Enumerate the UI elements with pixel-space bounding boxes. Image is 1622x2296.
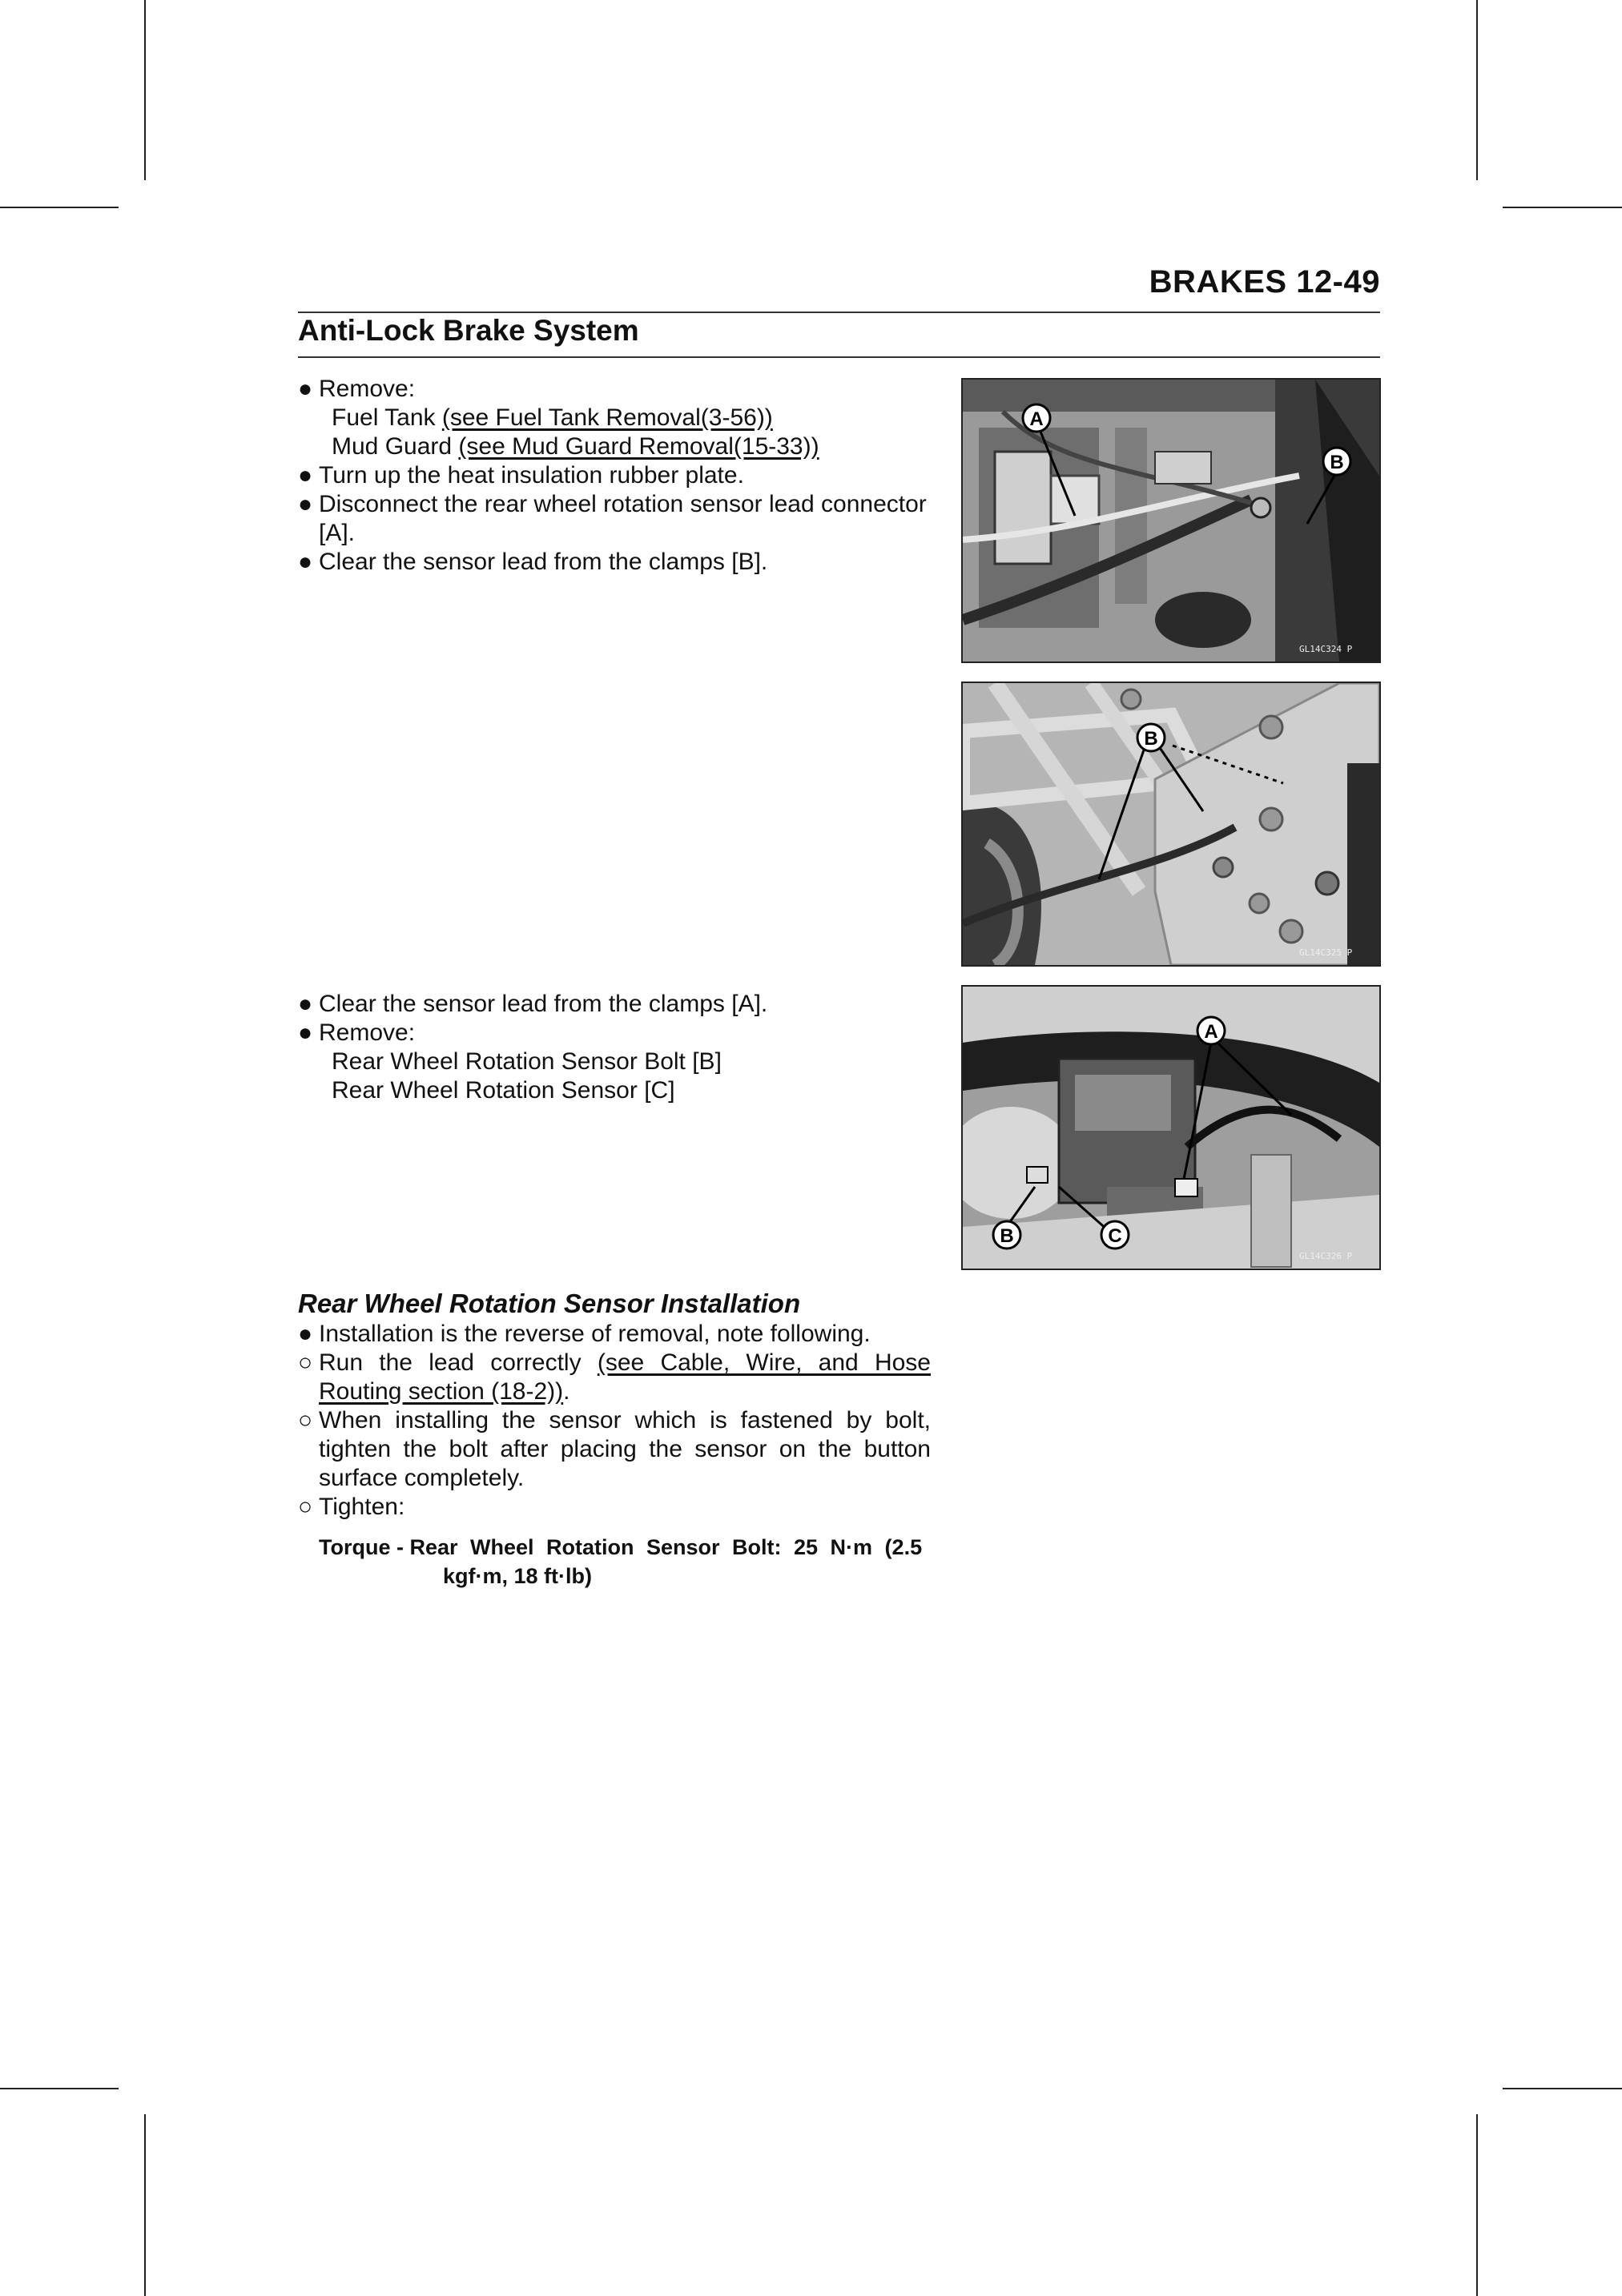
callout-b-label: B [1000, 1225, 1014, 1247]
note-tighten [298, 1493, 931, 1522]
step-text: Clear the sensor lead from the clamps [B]. [319, 549, 768, 575]
bullet-icon: ● [298, 462, 313, 489]
remove-item-mud-guard [298, 432, 931, 461]
callout-a-label: A [1204, 1021, 1218, 1043]
clamps-photo-illustration [963, 683, 1379, 965]
crop-mark [144, 2114, 146, 2296]
remove-item-fuel-tank [298, 404, 931, 432]
header-rule [298, 312, 1380, 313]
remove-item-sensor-bolt: Rear Wheel Rotation Sensor Bolt [B] [332, 1048, 722, 1075]
sensor-removal-block [298, 990, 931, 1105]
callout-b-label: B [1330, 452, 1344, 473]
mud-guard-link[interactable]: (see Mud Guard Removal(15-33)) [458, 433, 819, 460]
crop-mark [1476, 0, 1478, 180]
circle-marker-icon: ○ [298, 1407, 313, 1433]
figure-sensor-photo [961, 985, 1381, 1270]
note-text: Tighten: [319, 1494, 405, 1520]
bullet-remove-sensor [298, 1019, 931, 1047]
bullet-icon: ● [298, 376, 313, 402]
item-text: Mud Guard [332, 433, 459, 460]
page-header: BRAKES 12-49 [1149, 264, 1380, 300]
crop-mark [144, 0, 146, 180]
note-when-installing [298, 1406, 931, 1493]
bullet-clear-clamps-a [298, 990, 931, 1019]
circle-marker-icon: ○ [298, 1349, 313, 1376]
installation-heading: Rear Wheel Rotation Sensor Installation [298, 1289, 801, 1318]
fuel-tank-link[interactable]: (see Fuel Tank Removal(3-56)) [441, 404, 773, 431]
step-text: Remove: [319, 1019, 416, 1046]
torque-label: Torque - [319, 1535, 410, 1559]
note-text: Run the lead correctly [319, 1349, 598, 1376]
bullet-disconnect [298, 490, 931, 548]
figure-code: GL14C326 P [1299, 1251, 1353, 1261]
step-text: Disconnect the rear wheel rotation sensor lead connector [A]. [319, 491, 927, 546]
note-text: When installing the sensor which is fastened by bolt, tighten the bolt after placing the sensor on the button surface completely. [319, 1407, 931, 1491]
step-text: Clear the sensor lead from the clamps [A]. [319, 991, 768, 1017]
crop-mark [1476, 2114, 1478, 2296]
bullet-remove [298, 375, 931, 404]
connector-photo-illustration [963, 380, 1379, 661]
crop-mark [0, 207, 119, 208]
bullet-install-reverse [298, 1320, 931, 1349]
note-run-lead [298, 1349, 931, 1406]
circle-marker-icon: ○ [298, 1494, 313, 1520]
routing-link[interactable]: (see Cable, Wire, and Hose Routing section (18-2)) [319, 1349, 931, 1405]
removal-steps-block [298, 375, 931, 577]
bullet-icon: ● [298, 991, 313, 1017]
callout-a-label: A [1029, 408, 1044, 430]
figure-code: GL14C325 P [1299, 947, 1353, 958]
note-text: . [563, 1378, 570, 1405]
installation-block [298, 1289, 931, 1590]
figure-code: GL14C324 P [1299, 644, 1353, 654]
figure-clamps-photo [961, 682, 1381, 967]
step-text: Turn up the heat insulation rubber plate. [319, 462, 744, 489]
crop-mark [1503, 207, 1622, 208]
torque-spec [298, 1533, 931, 1590]
bullet-icon: ● [298, 1019, 313, 1046]
figure-connector-photo [961, 378, 1381, 663]
bullet-icon: ● [298, 491, 313, 517]
crop-mark [1503, 2088, 1622, 2089]
item-text: Fuel Tank [332, 404, 442, 431]
section-title: Anti-Lock Brake System [298, 314, 639, 347]
torque-line-2: kgf·m, 18 ft·lb) [443, 1564, 592, 1588]
callout-b-label: B [1144, 728, 1158, 750]
bullet-icon: ● [298, 549, 313, 575]
step-text: Remove: [319, 376, 416, 402]
bullet-clear-clamps-b [298, 548, 931, 577]
bullet-icon: ● [298, 1321, 313, 1347]
torque-line-1 [319, 1533, 931, 1562]
step-text: Installation is the reverse of removal, note following. [319, 1321, 871, 1347]
remove-item-sensor: Rear Wheel Rotation Sensor [C] [332, 1077, 675, 1104]
callout-c-label: C [1108, 1225, 1122, 1247]
sensor-photo-illustration [963, 987, 1379, 1269]
crop-mark [0, 2088, 119, 2089]
torque-value: Rear Wheel Rotation Sensor Bolt: 25 N·m (2.5 [409, 1535, 923, 1559]
section-rule [298, 356, 1380, 358]
bullet-turn-up [298, 461, 931, 490]
